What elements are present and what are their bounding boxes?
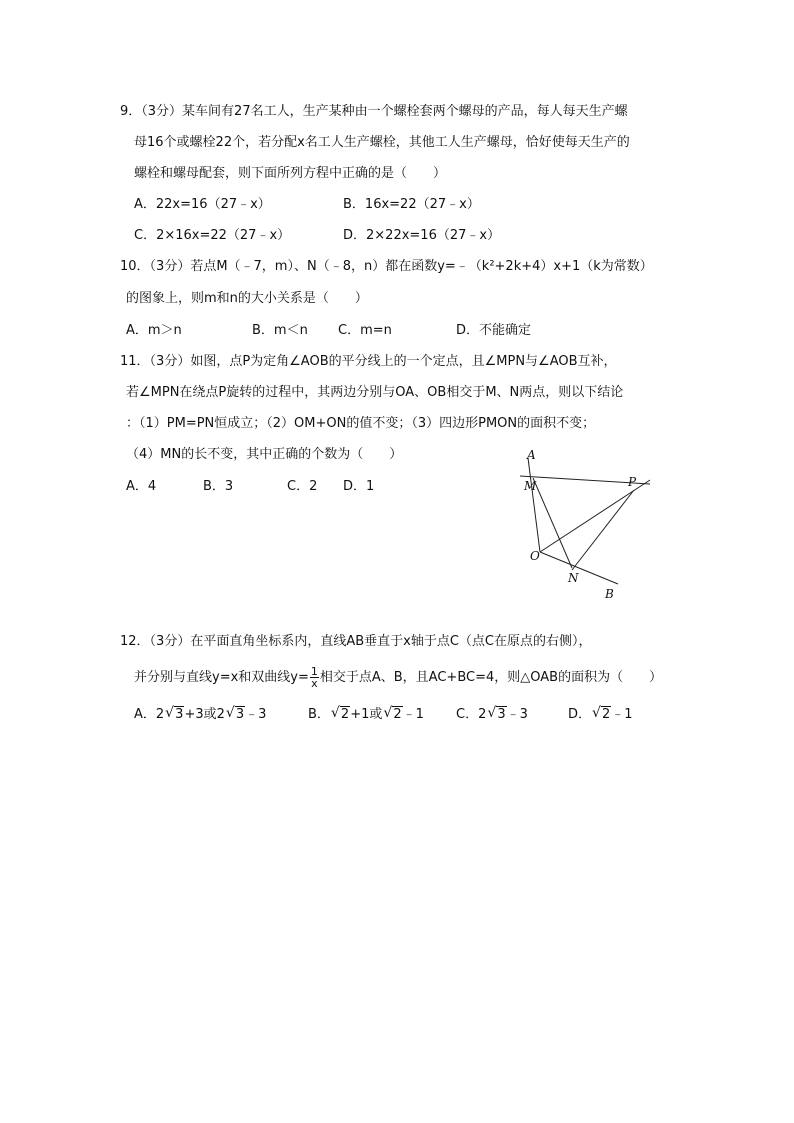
q9-line-1: 9．（3分）某车间有27名工人，生产某种由一个螺栓套两个螺母的产品，每人每天生产螺 <box>120 104 628 119</box>
radical-icon: √ <box>330 705 340 721</box>
q10-option-b: B．m＜n <box>252 323 308 338</box>
ray-oa <box>528 458 540 552</box>
q12-a-pre: A．2 <box>134 707 165 722</box>
q11-option-c: C．2 <box>287 479 318 494</box>
q9-option-c: C．2×16x=22（27﹣x） <box>134 228 291 243</box>
q9-option-d: D．2×22x=16（27﹣x） <box>343 228 501 243</box>
label-p: P <box>628 475 637 489</box>
radical-icon: √ <box>592 705 601 721</box>
q12-option-b <box>308 706 424 724</box>
q11-line-3: ：（1）PM=PN恒成立；（2）OM+ON的值不变；（3）四边形PMON的面积不变； <box>126 416 596 431</box>
q12-a-post: ﹣3 <box>245 707 267 722</box>
q10-line-2: 的图象上，则m和n的大小关系是（ ） <box>126 291 368 306</box>
sqrt-2-b1 <box>331 706 350 724</box>
sqrt-3-a1 <box>165 706 184 724</box>
q10-line-1: 10．（3分）若点M（﹣7，m）、N（﹣8，n）都在函数y=﹣（k²+2k+4）x+1（k为常数） <box>120 259 653 274</box>
fraction-denominator: x <box>311 677 318 690</box>
sqrt-3-c <box>487 706 506 724</box>
label-b: B <box>605 587 614 601</box>
radicand: 2 <box>602 707 611 722</box>
q12-c-post: ﹣3 <box>506 707 528 722</box>
label-n: N <box>568 571 579 585</box>
sqrt-2-d <box>592 706 611 724</box>
q9-line-3: 螺栓和螺母配套，则下面所列方程中正确的是（ ） <box>134 166 447 181</box>
label-o: O <box>530 549 540 563</box>
q12-option-c <box>456 706 528 724</box>
q10-option-d: D．不能确定 <box>456 323 532 338</box>
q12-line-2-post: 相交于点A、B，且AC+BC=4，则△OAB的面积为（ ） <box>319 670 663 685</box>
q12-a-mid: +3或2 <box>184 707 225 722</box>
radical-icon: √ <box>225 705 235 721</box>
q9-line-2: 母16个或螺栓22个，若分配x名工人生产螺栓，其他工人生产螺母，恰好使每天生产的 <box>134 135 630 150</box>
q11-line-2: 若∠MPN在绕点P旋转的过程中，其两边分别与OA、OB相交于M、N两点，则以下结论 <box>126 385 624 400</box>
ray-ob <box>540 552 618 584</box>
q11-geometry-figure <box>510 444 690 604</box>
q11-option-d: D．1 <box>343 479 375 494</box>
label-m: M <box>524 479 537 493</box>
q12-option-d <box>568 706 633 724</box>
q12-b-pre: B． <box>308 707 330 722</box>
q11-option-a: A．4 <box>126 479 157 494</box>
q11-line-4: （4）MN的长不变，其中正确的个数为（ ） <box>126 447 403 462</box>
q12-d-pre: D． <box>568 707 592 722</box>
radicand: 2 <box>340 707 350 722</box>
radicand: 3 <box>235 707 245 722</box>
sqrt-2-b2 <box>383 706 402 724</box>
q10-option-c: C．m=n <box>338 323 392 338</box>
q11-line-1: 11．（3分）如图，点P为定角∠AOB的平分线上的一个定点，且∠MPN与∠AOB互补， <box>120 354 617 369</box>
q12-line-2 <box>134 666 662 689</box>
q10-option-a: A．m＞n <box>126 323 182 338</box>
radicand: 3 <box>175 707 184 722</box>
q11-option-b: B．3 <box>203 479 234 494</box>
fraction-1-over-x <box>310 666 319 689</box>
radical-icon: √ <box>383 705 393 721</box>
radical-icon: √ <box>487 705 497 721</box>
q12-c-pre: C．2 <box>456 707 487 722</box>
q9-option-b: B．16x=22（27﹣x） <box>343 197 480 212</box>
q12-d-post: ﹣1 <box>611 707 633 722</box>
label-a: A <box>527 448 536 462</box>
sqrt-3-a2 <box>226 706 245 724</box>
radicand: 3 <box>497 707 506 722</box>
line-pn <box>572 490 634 570</box>
radical-icon: √ <box>165 705 175 721</box>
q9-option-a: A．22x=16（27﹣x） <box>134 197 271 212</box>
q12-line-1: 12．（3分）在平面直角坐标系内，直线AB垂直于x轴于点C（点C在原点的右侧）， <box>120 634 592 649</box>
q12-b-mid: +1或 <box>350 707 383 722</box>
q12-b-post: ﹣1 <box>402 707 424 722</box>
fraction-numerator: 1 <box>310 665 318 678</box>
q12-line-2-pre: 并分别与直线y=x和双曲线y= <box>134 670 309 685</box>
q12-option-a <box>134 706 266 724</box>
radicand: 2 <box>393 707 402 722</box>
